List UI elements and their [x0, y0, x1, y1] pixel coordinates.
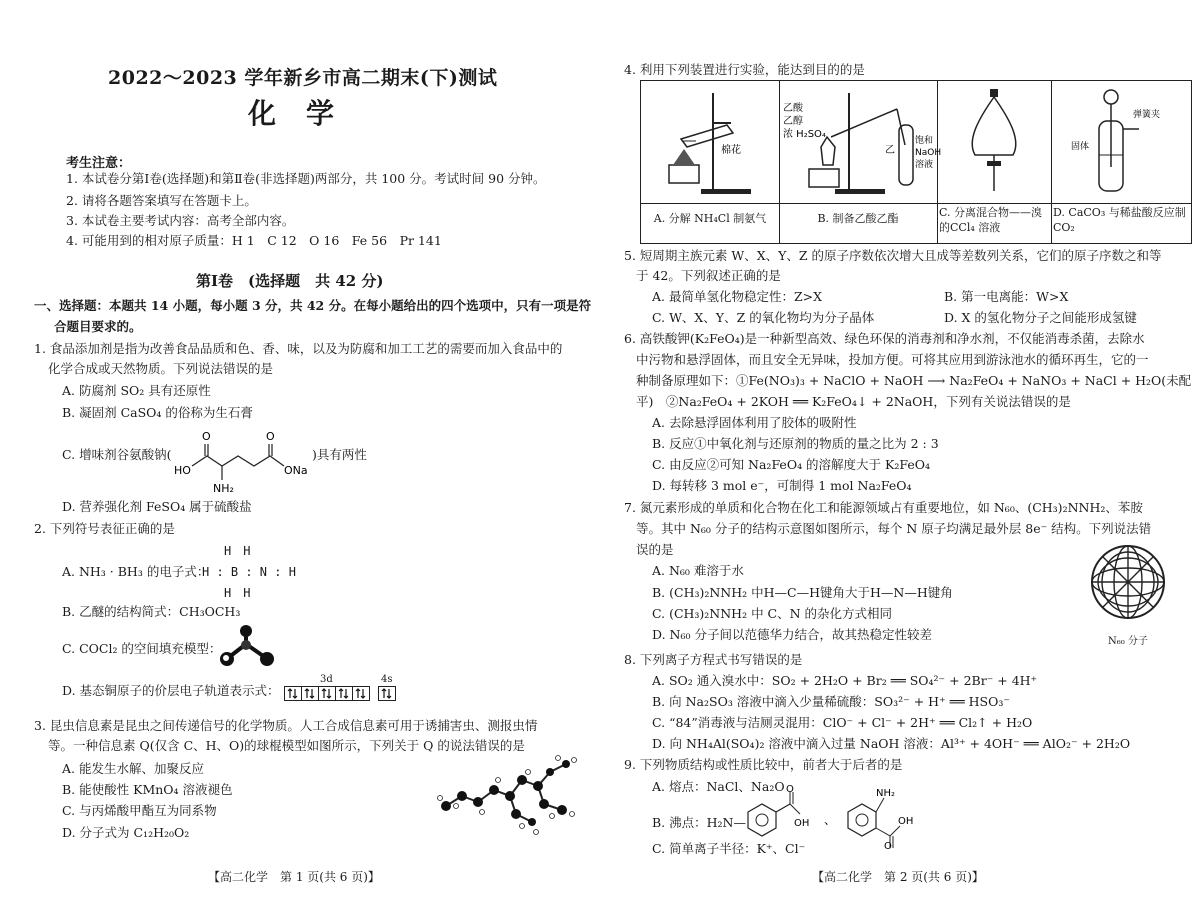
q4-caption-c: C. 分离混合物——溴的CCl₄ 溶液 — [939, 206, 1043, 234]
label-spring-clamp: 弹簧夹 — [1133, 110, 1161, 120]
q1-option-d: D. 营养强化剂 FeSO₄ 属于硫酸盐 — [62, 499, 252, 514]
q5-option-b: B. 第一电离能：W>X — [944, 289, 1069, 304]
q6-stem-3: 种制备原理如下：①Fe(NO₃)₃ + NaClO + NaOH ⟶ Na₂FeO₄ + NaNO₃ + NaCl + H₂O(未配 — [636, 373, 1192, 388]
notice-1: 1. 本试卷分第Ⅰ卷(选择题)和第Ⅱ卷(非选择题)两部分，共 100 分。考试时间 90 分钟。 — [66, 171, 546, 186]
exam-title: 2022～2023 学年新乡市高二期末(下)测试 — [108, 67, 498, 89]
q2-option-c: C. COCl₂ 的空间填充模型： — [62, 641, 222, 656]
right-page-footer: 【高二化学 第 2 页(共 6 页)】 — [812, 870, 984, 884]
q9-option-c: C. 简单离子半径：K⁺、Cl⁻ — [652, 841, 806, 856]
q9-option-a: A. 熔点：NaCl、Na₂O — [652, 779, 785, 794]
label-cotton: 棉花 — [721, 145, 741, 156]
label-saturated: 饱和 — [915, 136, 934, 146]
left-page-footer: 【高二化学 第 1 页(共 6 页)】 — [208, 870, 380, 884]
cocl2-space-filling-model — [214, 622, 278, 670]
label-acetic-acid: 乙酸 — [783, 103, 803, 114]
q9-b-nh2-label: NH₂ — [876, 788, 896, 799]
notice-2: 2. 请将各题答案填写在答题卡上。 — [66, 193, 257, 208]
dot-formula-bottom-row: H H — [224, 586, 251, 600]
q8-stem: 8. 下列离子方程式书写错误的是 — [624, 652, 803, 667]
q2-option-d: D. 基态铜原子的价层电子轨道表示式： — [62, 683, 280, 698]
section-title: 第Ⅰ卷 (选择题 共 42 分) — [196, 272, 384, 290]
orbital-label-3d: 3d — [320, 674, 333, 685]
q2-option-b: B. 乙醚的结构简式：CH₃OCH₃ — [62, 604, 241, 619]
q6-option-c: C. 由反应②可知 Na₂FeO₄ 的溶解度大于 K₂FeO₄ — [652, 457, 931, 472]
q3-option-d: D. 分子式为 C₁₂H₂₀O₂ — [62, 825, 190, 840]
q1-option-c-prefix: C. 增味剂谷氨酸钠( — [62, 447, 172, 462]
orbital-label-4s: 4s — [381, 674, 393, 685]
notice-heading: 考生注意： — [66, 156, 132, 171]
q4-caption-b: B. 制备乙酸乙酯 — [817, 212, 899, 225]
q8-option-a: A. SO₂ 通入溴水中：SO₂ + 2H₂O + Br₂ ══ SO₄²⁻ + 2Br⁻ + 4H⁺ — [652, 673, 1038, 688]
apparatus-c-figure — [937, 81, 1051, 203]
q8-option-c: C. “84”消毒液与洁厕灵混用：ClO⁻ + Cl⁻ + 2H⁺ ══ Cl₂↑ + H₂O — [652, 715, 1033, 730]
q1-option-c-suffix: )具有两性 — [312, 447, 367, 462]
q4-stem: 4. 利用下列装置进行实验，能达到目的的是 — [624, 62, 865, 77]
q9-option-b-prefix: B. 沸点：H₂N— — [652, 815, 746, 830]
q9-b-oh-label: OH — [794, 818, 810, 829]
q6-stem-2: 中污物和悬浮固体，而且安全无异味，投加方便。可将其应用到游泳池水的循环再生，它的一 — [636, 352, 1149, 367]
q7-option-d: D. N₆₀ 分子间以范德华力结合，故其热稳定性较差 — [652, 627, 932, 642]
label-solid: 固体 — [1071, 142, 1090, 152]
q7-option-b: B. (CH₃)₂NNH₂ 中H—C—H键角大于H—N—H键角 — [652, 585, 953, 600]
q9-b-comma: 、 — [824, 813, 837, 827]
q7-stem-3: 误的是 — [636, 542, 674, 557]
q8-option-b: B. 向 Na₂SO₃ 溶液中滴入少量稀硫酸：SO₃²⁻ + H⁺ ══ HSO₃⁻ — [652, 694, 1010, 709]
q7-option-c: C. (CH₃)₂NNH₂ 中 C、N 的杂化方式相同 — [652, 606, 893, 621]
n60-figure-label: N₆₀ 分子 — [1108, 636, 1148, 647]
dot-formula-middle-row: H : B : N : H — [202, 565, 296, 579]
instructions-line-2: 合题目要求的。 — [54, 319, 142, 334]
glutamate-structure — [172, 426, 312, 494]
nh3bh3-electron-formula — [202, 541, 296, 604]
q5-option-a: A. 最简单氢化物稳定性：Z>X — [652, 289, 823, 304]
q3-option-b: B. 能使酸性 KMnO₄ 溶液褪色 — [62, 782, 233, 797]
q4-apparatus-table — [640, 80, 1192, 244]
q9-b-oh2-label: OH — [898, 816, 914, 827]
q3-stem-2: 等。一种信息素 Q(仅含 C、H、O)的球棍模型如图所示，下列关于 Q 的说法错误的是 — [48, 738, 525, 753]
q4-caption-a: A. 分解 NH₄Cl 制氨气 — [653, 212, 767, 225]
q1-stem-1: 1. 食品添加剂是指为改善食品品质和色、香、味，以及为防腐和加工工艺的需要而加入食品中的 — [34, 341, 563, 356]
label-conc-h2so4: 浓 H₂SO₄ — [783, 129, 826, 140]
q4-caption-d: D. CaCO₃ 与稀盐酸反应制 CO₂ — [1053, 206, 1186, 234]
q7-option-a: A. N₆₀ 难溶于水 — [652, 563, 744, 578]
q3-option-c: C. 与丙烯酸甲酯互为同系物 — [62, 803, 217, 818]
q9-b-o2-label: O — [884, 841, 892, 852]
q1-stem-2: 化学合成或天然物质。下列说法错误的是 — [48, 361, 274, 376]
apparatus-d-figure — [1051, 81, 1191, 203]
q5-option-c: C. W、X、Y、Z 的氧化物均为分子晶体 — [652, 310, 875, 325]
q6-option-b: B. 反应①中氧化剂与还原剂的物质的量之比为 2 : 3 — [652, 436, 939, 451]
q5-stem-1: 5. 短周期主族元素 W、X、Y、Z 的原子序数依次增大且成等差数列关系，它们的原子序数之和等 — [624, 248, 1162, 263]
notice-4: 4. 可能用到的相对原子质量：H 1 C 12 O 16 Fe 56 Pr 141 — [66, 233, 442, 248]
glutamate-ona-label: ONa — [284, 464, 308, 477]
q3-option-a: A. 能发生水解、加聚反应 — [62, 761, 204, 776]
notice-3: 3. 本试卷主要考试内容：高考全部内容。 — [66, 213, 295, 228]
dot-formula-top-row: H H — [224, 544, 251, 558]
instructions-line-1: 一、选择题：本题共 14 小题，每小题 3 分，共 42 分。在每小题给出的四个选项中，只有一项是符 — [34, 298, 592, 313]
q9-b-o-label: O — [786, 784, 794, 795]
q2-stem: 2. 下列符号表征正确的是 — [34, 521, 175, 536]
q6-stem-4: 平) ②Na₂FeO₄ + 2KOH ══ K₂FeO₄↓ + 2NaOH，下列有关说法错误的是 — [636, 394, 1071, 409]
q8-option-d: D. 向 NH₄Al(SO₄)₂ 溶液中滴入过量 NaOH 溶液：Al³⁺ + 4OH⁻ ══ AlO₂⁻ + 2H₂O — [652, 736, 1131, 751]
apparatus-a-figure — [641, 81, 779, 203]
apparatus-b-figure — [779, 81, 942, 203]
q5-stem-2: 于 42。下列叙述正确的是 — [636, 268, 781, 283]
q7-stem-2: 等。其中 N₆₀ 分子的结构示意图如图所示，每个 N 原子均满足最外层 8e⁻ 结构。下列说法错 — [636, 521, 1152, 536]
q3-stem-1: 3. 昆虫信息素是昆虫之间传递信号的化学物质。人工合成信息素可用于诱捕害虫、测报虫情 — [34, 718, 538, 733]
glutamate-nh2-label: NH₂ — [213, 482, 234, 495]
glutamate-o1-label: O — [202, 430, 211, 443]
q7-stem-1: 7. 氮元素形成的单质和化合物在化工和能源领域占有重要地位，如 N₆₀、(CH₃)₂NNH₂、苯胺 — [624, 500, 1143, 515]
q6-stem-1: 6. 高铁酸钾(K₂FeO₄)是一种新型高效、绿色环保的消毒剂和净水剂，不仅能消毒杀菌，去除水 — [624, 331, 1145, 346]
q2-option-a: A. NH₃ · BH₃ 的电子式： — [62, 564, 210, 579]
q5-option-d: D. X 的氢化物分子之间能形成氢键 — [944, 310, 1137, 325]
label-naoh: NaOH — [915, 148, 942, 158]
glutamate-o2-label: O — [266, 430, 275, 443]
right-page — [600, 0, 1200, 919]
label-ethanol: 乙醇 — [783, 116, 803, 127]
q1-option-a: A. 防腐剂 SO₂ 具有还原性 — [62, 383, 211, 398]
q1-option-b: B. 凝固剂 CaSO₄ 的俗称为生石膏 — [62, 405, 253, 420]
cu-orbital-diagram — [284, 686, 400, 702]
n60-molecule-figure — [1078, 540, 1178, 626]
glutamate-ho-label: HO — [174, 464, 191, 477]
subject-title: 化学 — [248, 97, 365, 130]
q6-option-d: D. 每转移 3 mol e⁻，可制得 1 mol Na₂FeO₄ — [652, 478, 912, 493]
pheromone-ball-stick-model — [432, 752, 582, 838]
label-solution: 溶液 — [915, 160, 934, 170]
q9-stem: 9. 下列物质结构或性质比较中，前者大于后者的是 — [624, 757, 903, 772]
q6-option-a: A. 去除悬浮固体利用了胶体的吸附性 — [652, 415, 857, 430]
label-yi: 乙 — [885, 145, 895, 156]
